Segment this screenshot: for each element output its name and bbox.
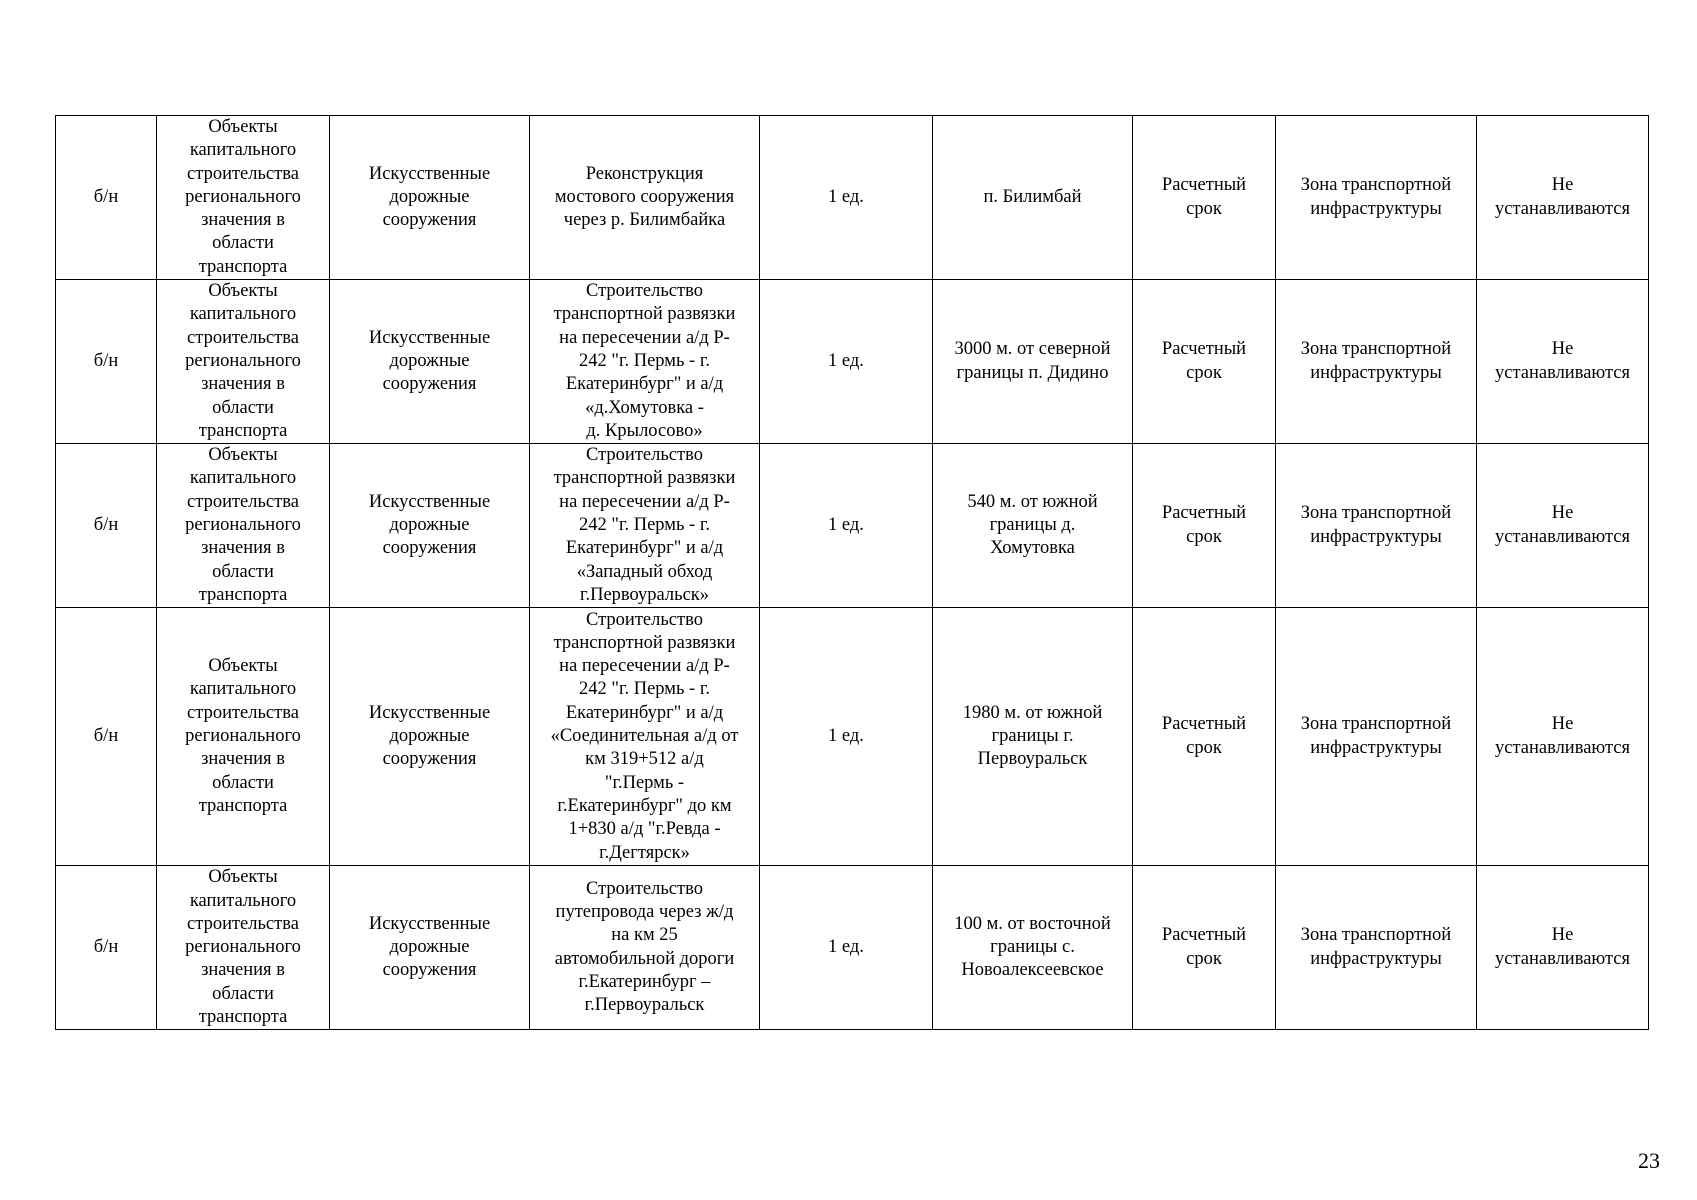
- cell-object-name: Строительство транспортной развязки на пересечении а/д Р- 242 "г. Пермь - г. Екатеринбург" и а/д «Соединительная а/д от км 319+512 а/д "г.Пермь - г.Екатеринбург" до км 1+830 а/д "г.Ревда - г.Дегтярск»: [530, 608, 760, 866]
- cell-type: Искусственные дорожные сооружения: [330, 280, 530, 444]
- cell-type: Искусственные дорожные сооружения: [330, 866, 530, 1030]
- cell-location: 540 м. от южной границы д. Хомутовка: [933, 444, 1133, 608]
- cell-zone: Зона транспортной инфраструктуры: [1276, 116, 1477, 280]
- cell-number: б/н: [56, 116, 157, 280]
- cell-zone: Зона транспортной инфраструктуры: [1276, 444, 1477, 608]
- cell-protection-zone: Не устанавливаются: [1477, 608, 1649, 866]
- cell-object-name: Реконструкция мостового сооружения через р. Билимбайка: [530, 116, 760, 280]
- cell-number: б/н: [56, 608, 157, 866]
- cell-category: Объекты капитального строительства регионального значения в области транспорта: [157, 280, 330, 444]
- cell-location: 100 м. от восточной границы с. Новоалексеевское: [933, 866, 1133, 1030]
- cell-category: Объекты капитального строительства регионального значения в области транспорта: [157, 116, 330, 280]
- cell-object-name: Строительство транспортной развязки на пересечении а/д Р- 242 "г. Пермь - г. Екатеринбург" и а/д «д.Хомутовка - д. Крылосово»: [530, 280, 760, 444]
- table-row: [56, 444, 1649, 608]
- cell-term: Расчетный срок: [1133, 608, 1276, 866]
- cell-number: б/н: [56, 444, 157, 608]
- cell-number: б/н: [56, 280, 157, 444]
- table-row: [56, 116, 1649, 280]
- cell-protection-zone: Не устанавливаются: [1477, 444, 1649, 608]
- cell-category: Объекты капитального строительства регионального значения в области транспорта: [157, 608, 330, 866]
- cell-quantity: 1 ед.: [760, 444, 933, 608]
- cell-category: Объекты капитального строительства регионального значения в области транспорта: [157, 444, 330, 608]
- table-row: [56, 866, 1649, 1030]
- cell-zone: Зона транспортной инфраструктуры: [1276, 608, 1477, 866]
- cell-term: Расчетный срок: [1133, 444, 1276, 608]
- cell-location: 1980 м. от южной границы г. Первоуральск: [933, 608, 1133, 866]
- cell-term: Расчетный срок: [1133, 116, 1276, 280]
- objects-table: [55, 115, 1649, 1030]
- cell-protection-zone: Не устанавливаются: [1477, 280, 1649, 444]
- cell-zone: Зона транспортной инфраструктуры: [1276, 280, 1477, 444]
- cell-type: Искусственные дорожные сооружения: [330, 608, 530, 866]
- cell-term: Расчетный срок: [1133, 866, 1276, 1030]
- table-row: [56, 280, 1649, 444]
- cell-location: 3000 м. от северной границы п. Дидино: [933, 280, 1133, 444]
- cell-term: Расчетный срок: [1133, 280, 1276, 444]
- cell-category: Объекты капитального строительства регионального значения в области транспорта: [157, 866, 330, 1030]
- cell-quantity: 1 ед.: [760, 116, 933, 280]
- cell-quantity: 1 ед.: [760, 866, 933, 1030]
- cell-type: Искусственные дорожные сооружения: [330, 116, 530, 280]
- cell-type: Искусственные дорожные сооружения: [330, 444, 530, 608]
- cell-quantity: 1 ед.: [760, 280, 933, 444]
- table-body: [56, 116, 1649, 1030]
- cell-zone: Зона транспортной инфраструктуры: [1276, 866, 1477, 1030]
- cell-object-name: Строительство путепровода через ж/д на км 25 автомобильной дороги г.Екатеринбург – г.Первоуральск: [530, 866, 760, 1030]
- cell-protection-zone: Не устанавливаются: [1477, 866, 1649, 1030]
- cell-object-name: Строительство транспортной развязки на пересечении а/д Р- 242 "г. Пермь - г. Екатеринбург" и а/д «Западный обход г.Первоуральск»: [530, 444, 760, 608]
- cell-quantity: 1 ед.: [760, 608, 933, 866]
- table-row: [56, 608, 1649, 866]
- cell-number: б/н: [56, 866, 157, 1030]
- page-number: 23: [1638, 1148, 1660, 1173]
- cell-protection-zone: Не устанавливаются: [1477, 116, 1649, 280]
- cell-location: п. Билимбай: [933, 116, 1133, 280]
